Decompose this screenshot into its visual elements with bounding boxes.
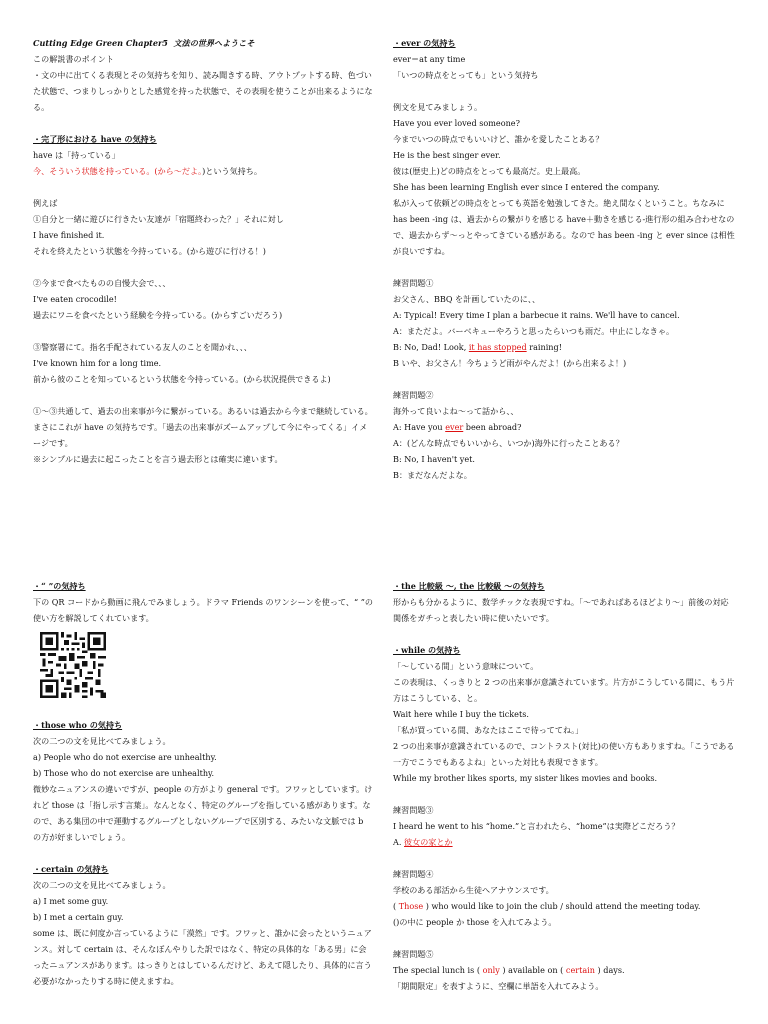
while-heading: ・while の気持ち — [393, 645, 461, 655]
quote-heading: ・“ ”の気持ち — [33, 581, 86, 591]
exercise4-label: 練習問題④ — [393, 869, 434, 879]
quote-body: 下の QR コードから動画に飛んでみましょう。ドラマ Friends のワンシーンを使って、“ ”の使い方を解説してくれています。 — [33, 597, 373, 623]
ever-heading: ・ever の気持ち — [393, 38, 456, 48]
exercise1-line-b: B: No, Dad! Look, it has stopped raining! — [393, 342, 562, 352]
exercise1-line-a-jp: A：まただよ。バーベキューやろうと思ったらいつも雨だ。中止にしなきゃ。 — [393, 326, 675, 336]
perfect-line1: have は「持っている」 — [33, 150, 120, 160]
exercise2-label: 練習問題② — [393, 390, 434, 400]
section-comparative-while — [393, 578, 735, 994]
the-comparative-heading: ・the 比較級 ～, the 比較級 ～の気持ち — [393, 581, 545, 591]
certain-intro: 次の二つの文を見比べてみましょう。 — [33, 880, 171, 890]
ever-sentence3-jp: 私が入って依頼どの時点をとっても英語を勉強してきた。絶え間なくということ。ちなみに has been -ing は、過去からの繋がりを感じる have＋動きを感じる-進行形の組み合わせなので、過去からず～っとやってきている感がある。なので has been -ing と ever since は相性が良いですね。 — [393, 198, 735, 256]
perfect-summary: ①～③共通して、過去の出来事が今に繋がっている。あるいは過去から今まで継続している。まさにこれが have の気持ちです。「過去の出来事がズームアップして今にやってくる」イメージです。 — [33, 406, 373, 448]
the-comparative-body: 形からも分かるように、数学チックな表現ですね。「～であればあるほどより～」前後の対応関係をガチっと表したい時に使いたいです。 — [393, 597, 729, 623]
certain-sentence-a: a) I met some guy. — [33, 896, 109, 906]
ever-sentence2: He is the best singer ever. — [393, 150, 501, 160]
perfect-note: ※シンプルに過去に起こったことを言う過去形とは確実に違います。 — [33, 454, 283, 464]
ever-example-label: 例文を見てみましょう。 — [393, 102, 483, 112]
exercise5-answer2: certain — [565, 965, 595, 975]
while-line3: 2 つの出来事が意識されているので、コントラスト(対比)の使い方もありますね。「こうである一方でこうでもあるよね」といった対比も表現できます。 — [393, 741, 735, 767]
those-explanation: 微妙なニュアンスの違いですが、people の方がより general です。フワッとしています。けれど those は「指し示す言葉」。なんとなく、特定のグループを指している感があります。なので、ある集団の中で運動するグループとしないグループで区別する、みたいな文脈では b の方が好ましいでしょう。 — [33, 784, 373, 842]
exercise3-label: 練習問題③ — [393, 805, 434, 815]
exercise2-line-a: A: Have you ever been abroad? — [393, 422, 522, 432]
exercise5-label: 練習問題⑤ — [393, 949, 434, 959]
those-intro: 次の二つの文を見比べてみましょう。 — [33, 736, 171, 746]
example-label: 例えば — [33, 198, 58, 208]
certain-sentence-b: b) I met a certain guy. — [33, 912, 124, 922]
section-quotes-those-certain — [33, 578, 373, 989]
exercise4-setup: 学校のある部活から生徒へアナウンスです。 — [393, 885, 554, 895]
ever-sentence1: Have you ever loved someone? — [393, 118, 520, 128]
intro-body: ・文の中に出てくる表現とその気持ちを知り、読み聞きする時、アウトプットする時、色づいた状態で、つまりしっかりとした感覚を持った状態で、その表現を使うことが出来るようになる。 — [33, 70, 373, 112]
exercise5-instruction: 「期間限定」を表すように、空欄に単語を入れてみよう。 — [393, 981, 604, 991]
example1-english: I have finished it. — [33, 230, 105, 240]
example1-setup: ①自分と一緒に遊びに行きたい友達が「宿題終わった？」それに対し — [33, 214, 284, 224]
exercise1-line-b-jp: B いや、お父さん！今ちょうど雨がやんだよ！(から出来るよ！) — [393, 358, 627, 368]
ever-sentence1-jp: 今までいつの時点でもいいけど、誰かを愛したことある？ — [393, 134, 604, 144]
example2-setup: ②今まで食べたものの自慢大会で、、、 — [33, 278, 171, 288]
while-line1: 「～している間」という意味について。 — [393, 661, 539, 671]
those-sentence-a: a) People who do not exercise are unhealthy. — [33, 752, 217, 762]
example3-japanese: 前から彼のことを知っているという状態を今持っている。(から状況提供できるよ) — [33, 374, 331, 384]
exercise3-answer: 彼女の家とか — [404, 837, 453, 847]
while-sentence1-jp: 「私が買っている間、あなたはここで待っててね。」 — [393, 725, 584, 735]
while-sentence1: Wait here while I buy the tickets. — [393, 709, 529, 719]
exercise4-answer: Those — [398, 901, 424, 911]
document-title: Cutting Edge Green Chapter5 文法の世界へようこそ — [33, 38, 255, 48]
example3-setup: ③警察署にて。指名手配されている友人のことを聞かれ、、、 — [33, 342, 252, 352]
certain-explanation: some は、既に何度か言っているように「漠然」です。フワッと、誰かに会ったというニュアンス。対して certain は、そんなぼんやりした訳ではなく、特定の具体的な「ある男」に会ったニュアンスがあります。はっきりとはしているんだけど、あえて隠したり、具体的に言う必要がなかったりする時に使えますね。 — [33, 928, 372, 986]
ever-feeling: 「いつの時点をとっても」という気持ち — [393, 70, 539, 80]
while-sentence2: While my brother likes sports, my sister likes movies and books. — [393, 773, 658, 783]
qr-code-icon[interactable] — [40, 632, 106, 698]
example2-english: I've eaten crocodile! — [33, 294, 117, 304]
while-line2: この表現は、くっきりと 2 つの出来事が意識されています。片方がこうしている間に、もう片方はこうしている、と。 — [393, 677, 735, 703]
exercise2-line-b: B: No, I haven't yet. — [393, 454, 475, 464]
certain-heading: ・certain の気持ち — [33, 864, 109, 874]
example1-japanese: それを終えたという状態を今持っている。(から遊びに行ける！) — [33, 246, 266, 256]
exercise2-line-b-jp: B：まだなんだよな。 — [393, 470, 472, 480]
those-heading: ・those who の気持ち — [33, 720, 123, 730]
exercise2-setup: 海外って良いよね～って話から、、 — [393, 406, 519, 416]
section-grammar-intro — [33, 35, 373, 467]
exercise5-answer1: only — [482, 965, 500, 975]
ever-definition: ever＝at any time — [393, 54, 466, 64]
ever-sentence3: She has been learning English ever since I entered the company. — [393, 182, 660, 192]
exercise4-sentence: ( Those ) who would like to join the club / should attend the meeting today. — [393, 901, 701, 911]
perfect-heading: ・完了形における have の気持ち — [33, 134, 157, 144]
exercise5-sentence: The special lunch is ( only ) available on ( certain ) days. — [393, 965, 625, 975]
exercise1-line-a: A: Typical! Every time I plan a barbecue it rains. We'll have to cancel. — [393, 310, 680, 320]
section-ever — [393, 35, 735, 483]
exercise2-answer: ever — [445, 422, 464, 432]
those-sentence-b: b) Those who do not exercise are unhealthy. — [33, 768, 215, 778]
intro-label: この解説書のポイント — [33, 54, 114, 64]
example2-japanese: 過去にワニを食べたという経験を今持っている。(からすごいだろう) — [33, 310, 283, 320]
perfect-line2: 今、そういう状態を持っている。(から～だよ。)という気持ち。 — [33, 166, 262, 176]
ever-sentence2-jp: 彼は(歴史上)どの時点をとっても最高だ。史上最高。 — [393, 166, 586, 176]
exercise1-answer: it has stopped — [468, 342, 527, 352]
exercise3-question: I heard he went to his “home.”と言われたら、“home”は実際どこだろう？ — [393, 821, 680, 831]
exercise1-label: 練習問題① — [393, 278, 434, 288]
exercise4-instruction: ()の中に people か those を入れてみよう。 — [393, 917, 557, 927]
example3-english: I've known him for a long time. — [33, 358, 162, 368]
exercise2-line-a-jp: A：(どんな時点でもいいから、いつか)海外に行ったことある？ — [393, 438, 624, 448]
exercise1-setup: お父さん、BBQ を計画していたのに、、 — [393, 294, 541, 304]
exercise3-answer-line: A. 彼女の家とか — [393, 837, 453, 847]
